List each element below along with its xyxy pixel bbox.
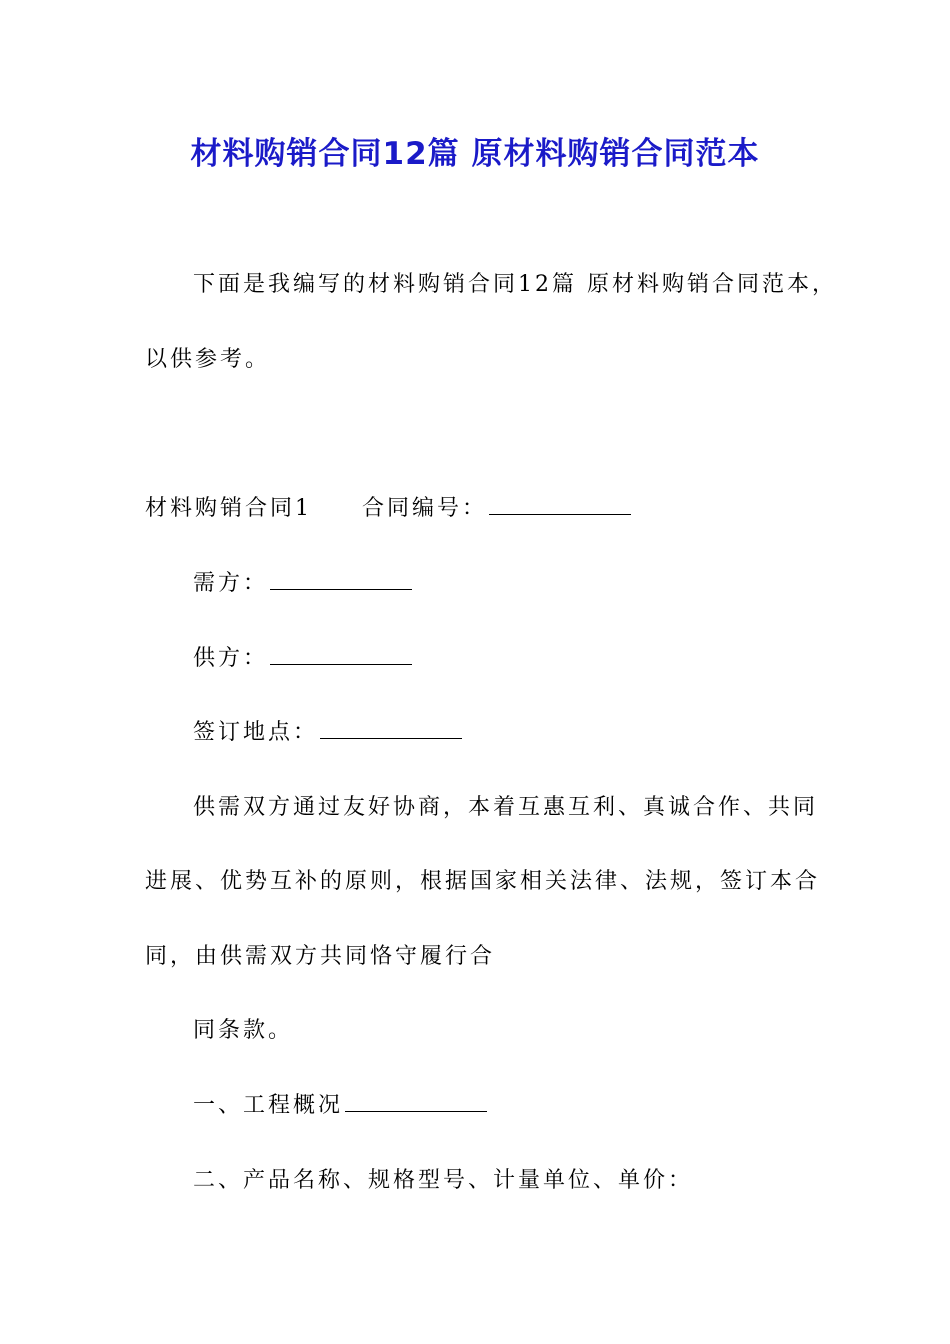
intro-line-2: 以供参考。 [145, 347, 271, 372]
paragraph-line-4: 同条款。 [193, 1018, 294, 1043]
seller-blank [270, 644, 412, 665]
item-1-row [193, 1091, 487, 1121]
seller-row [193, 644, 412, 674]
buyer-label: 需方： [193, 571, 269, 596]
intro-line-1: 下面是我编写的材料购销合同12篇 原材料购销合同范本， [193, 272, 837, 297]
paragraph-line-2: 进展、优势互补的原则，根据国家相关法律、法规，签订本合 [145, 869, 821, 894]
seller-label: 供方： [193, 646, 269, 671]
item-1: 一、工程概况 [193, 1093, 344, 1118]
place-label: 签订地点： [193, 720, 319, 745]
section-heading-row [145, 494, 631, 524]
place-row [193, 718, 462, 748]
buyer-blank [270, 569, 412, 590]
contract-no-blank [489, 494, 631, 515]
section-heading: 材料购销合同1 [145, 496, 312, 521]
item-1-blank [345, 1091, 487, 1112]
paragraph-line-1: 供需双方通过友好协商，本着互惠互利、真诚合作、共同 [193, 795, 819, 820]
place-blank [320, 718, 462, 739]
item-2: 二、产品名称、规格型号、计量单位、单价： [193, 1168, 694, 1193]
paragraph-line-3: 同，由供需双方共同恪守履行合 [145, 944, 496, 969]
document-title: 材料购销合同12篇 原材料购销合同范本 [190, 136, 760, 172]
contract-no-label: 合同编号： [362, 496, 488, 521]
buyer-row [193, 569, 412, 599]
